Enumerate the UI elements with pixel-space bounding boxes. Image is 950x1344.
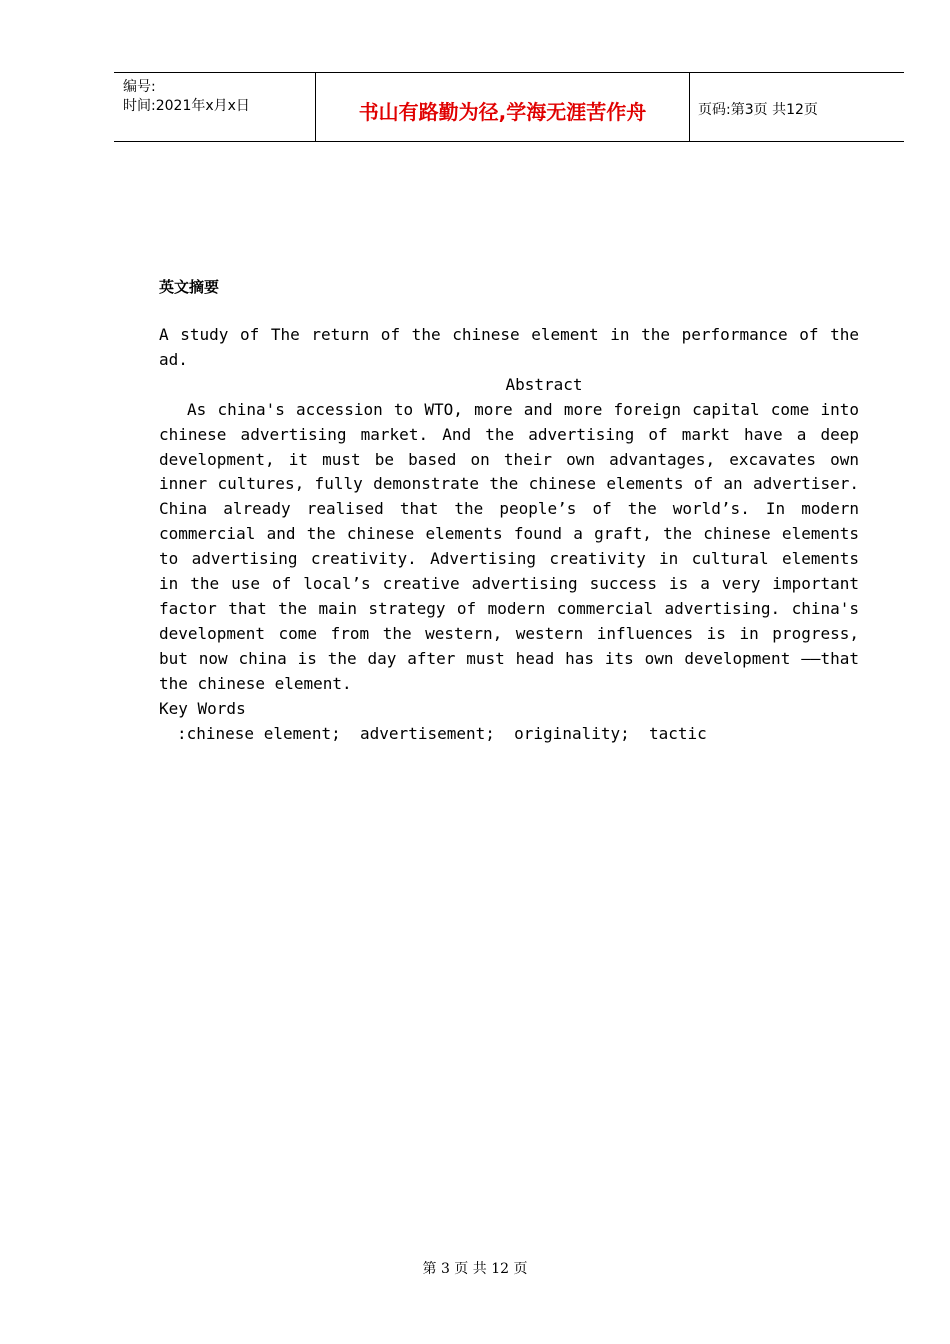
header-page-info: 页码:第3页 共12页	[698, 102, 818, 118]
serial-number-label: 编号:	[123, 79, 156, 95]
paper-title: A study of The return of the chinese element in the performance of the ad.	[159, 325, 859, 369]
keywords-label: Key Words	[159, 698, 246, 718]
header-middle-cell	[315, 73, 690, 141]
motto-text: 书山有路勤为径,学海无涯苦作舟	[358, 100, 647, 124]
document-body	[159, 323, 859, 746]
abstract-paragraph: As china's accession to WTO, more and more foreign capital come into chinese advertising market. And the advertising of markt have a deep development, it must be based on their own advantages, excavates own inner cultures, fully demonstrate the chinese elements of an advertiser. China already realised that the people’s of the world’s. In modern commercial and the chinese elements found a graft, the chinese elements to advertising creativity. Advertising creativity in cultural elements in the use of local’s creative advertising success is a very important factor that the main strategy of modern commercial advertising. china's development come from the western, western influences is in progress, but now china is the day after must head has its own development ——that the chinese element.	[159, 399, 859, 693]
section-title: 英文摘要	[159, 278, 220, 296]
keywords-list: :chinese element; advertisement; originality; tactic	[177, 723, 707, 743]
page-header	[114, 72, 904, 142]
header-right-cell	[689, 73, 904, 141]
header-left-cell	[114, 73, 315, 141]
time-label: 时间:2021年x月x日	[123, 98, 250, 114]
abstract-heading: Abstract	[505, 374, 583, 394]
page-footer: 第 3 页 共 12 页	[422, 1261, 528, 1277]
